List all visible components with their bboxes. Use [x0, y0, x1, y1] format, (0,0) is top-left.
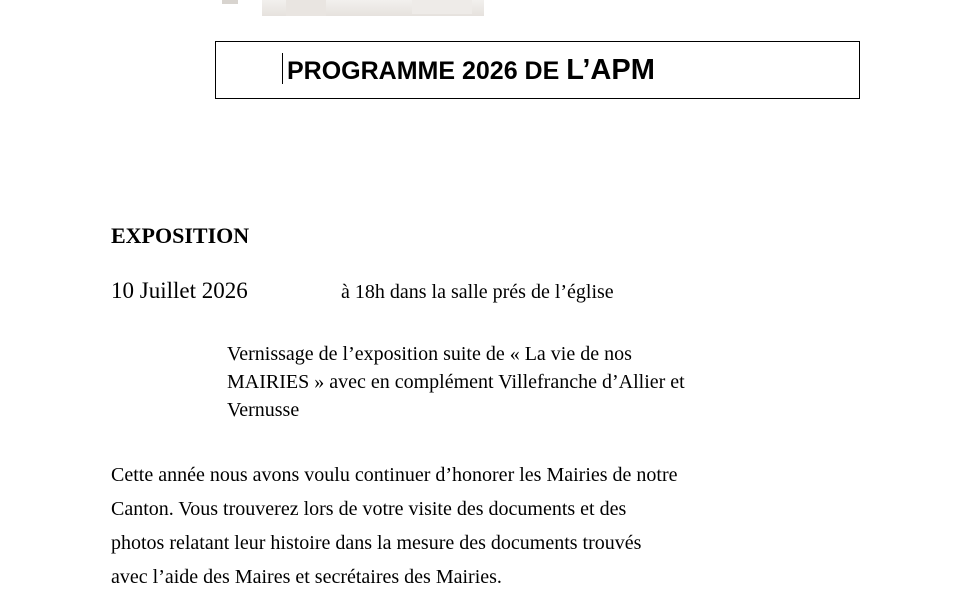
- paragraph-line: Cette année nous avons voulu continuer d’honorer les Mairies de notre: [111, 464, 678, 486]
- event-place: à 18h dans la salle prés de l’église: [341, 281, 614, 303]
- body-paragraph: [111, 458, 911, 594]
- paragraph-line: Canton. Vous trouverez lors de votre visite des documents et des: [111, 498, 627, 520]
- vernissage-line: Vernusse: [227, 399, 300, 421]
- paragraph-line: avec l’aide des Maires et secrétaires des Mairies.: [111, 566, 502, 588]
- paragraph-line: photos relatant leur histoire dans la mesure des documents trouvés: [111, 532, 642, 554]
- cropped-header-photo: [262, 0, 484, 16]
- vernissage-line: Vernissage de l’exposition suite de « La vie de nos: [227, 343, 632, 365]
- document-title: [287, 53, 655, 88]
- title-prefix: PROGRAMME 2026 DE: [287, 57, 567, 85]
- vernissage-description: [227, 340, 867, 424]
- cropped-image-fragment: [222, 0, 238, 4]
- vernissage-line: MAIRIES » avec en complément Villefranche d’Allier et: [227, 371, 685, 393]
- photo-shade: [286, 0, 326, 16]
- event-date: 10 Juillet 2026: [111, 278, 248, 303]
- title-emphasis: L’APM: [566, 54, 655, 86]
- section-heading: EXPOSITION: [111, 223, 250, 248]
- text-cursor: [282, 53, 283, 84]
- title-box: [215, 41, 860, 99]
- photo-shade: [412, 0, 472, 14]
